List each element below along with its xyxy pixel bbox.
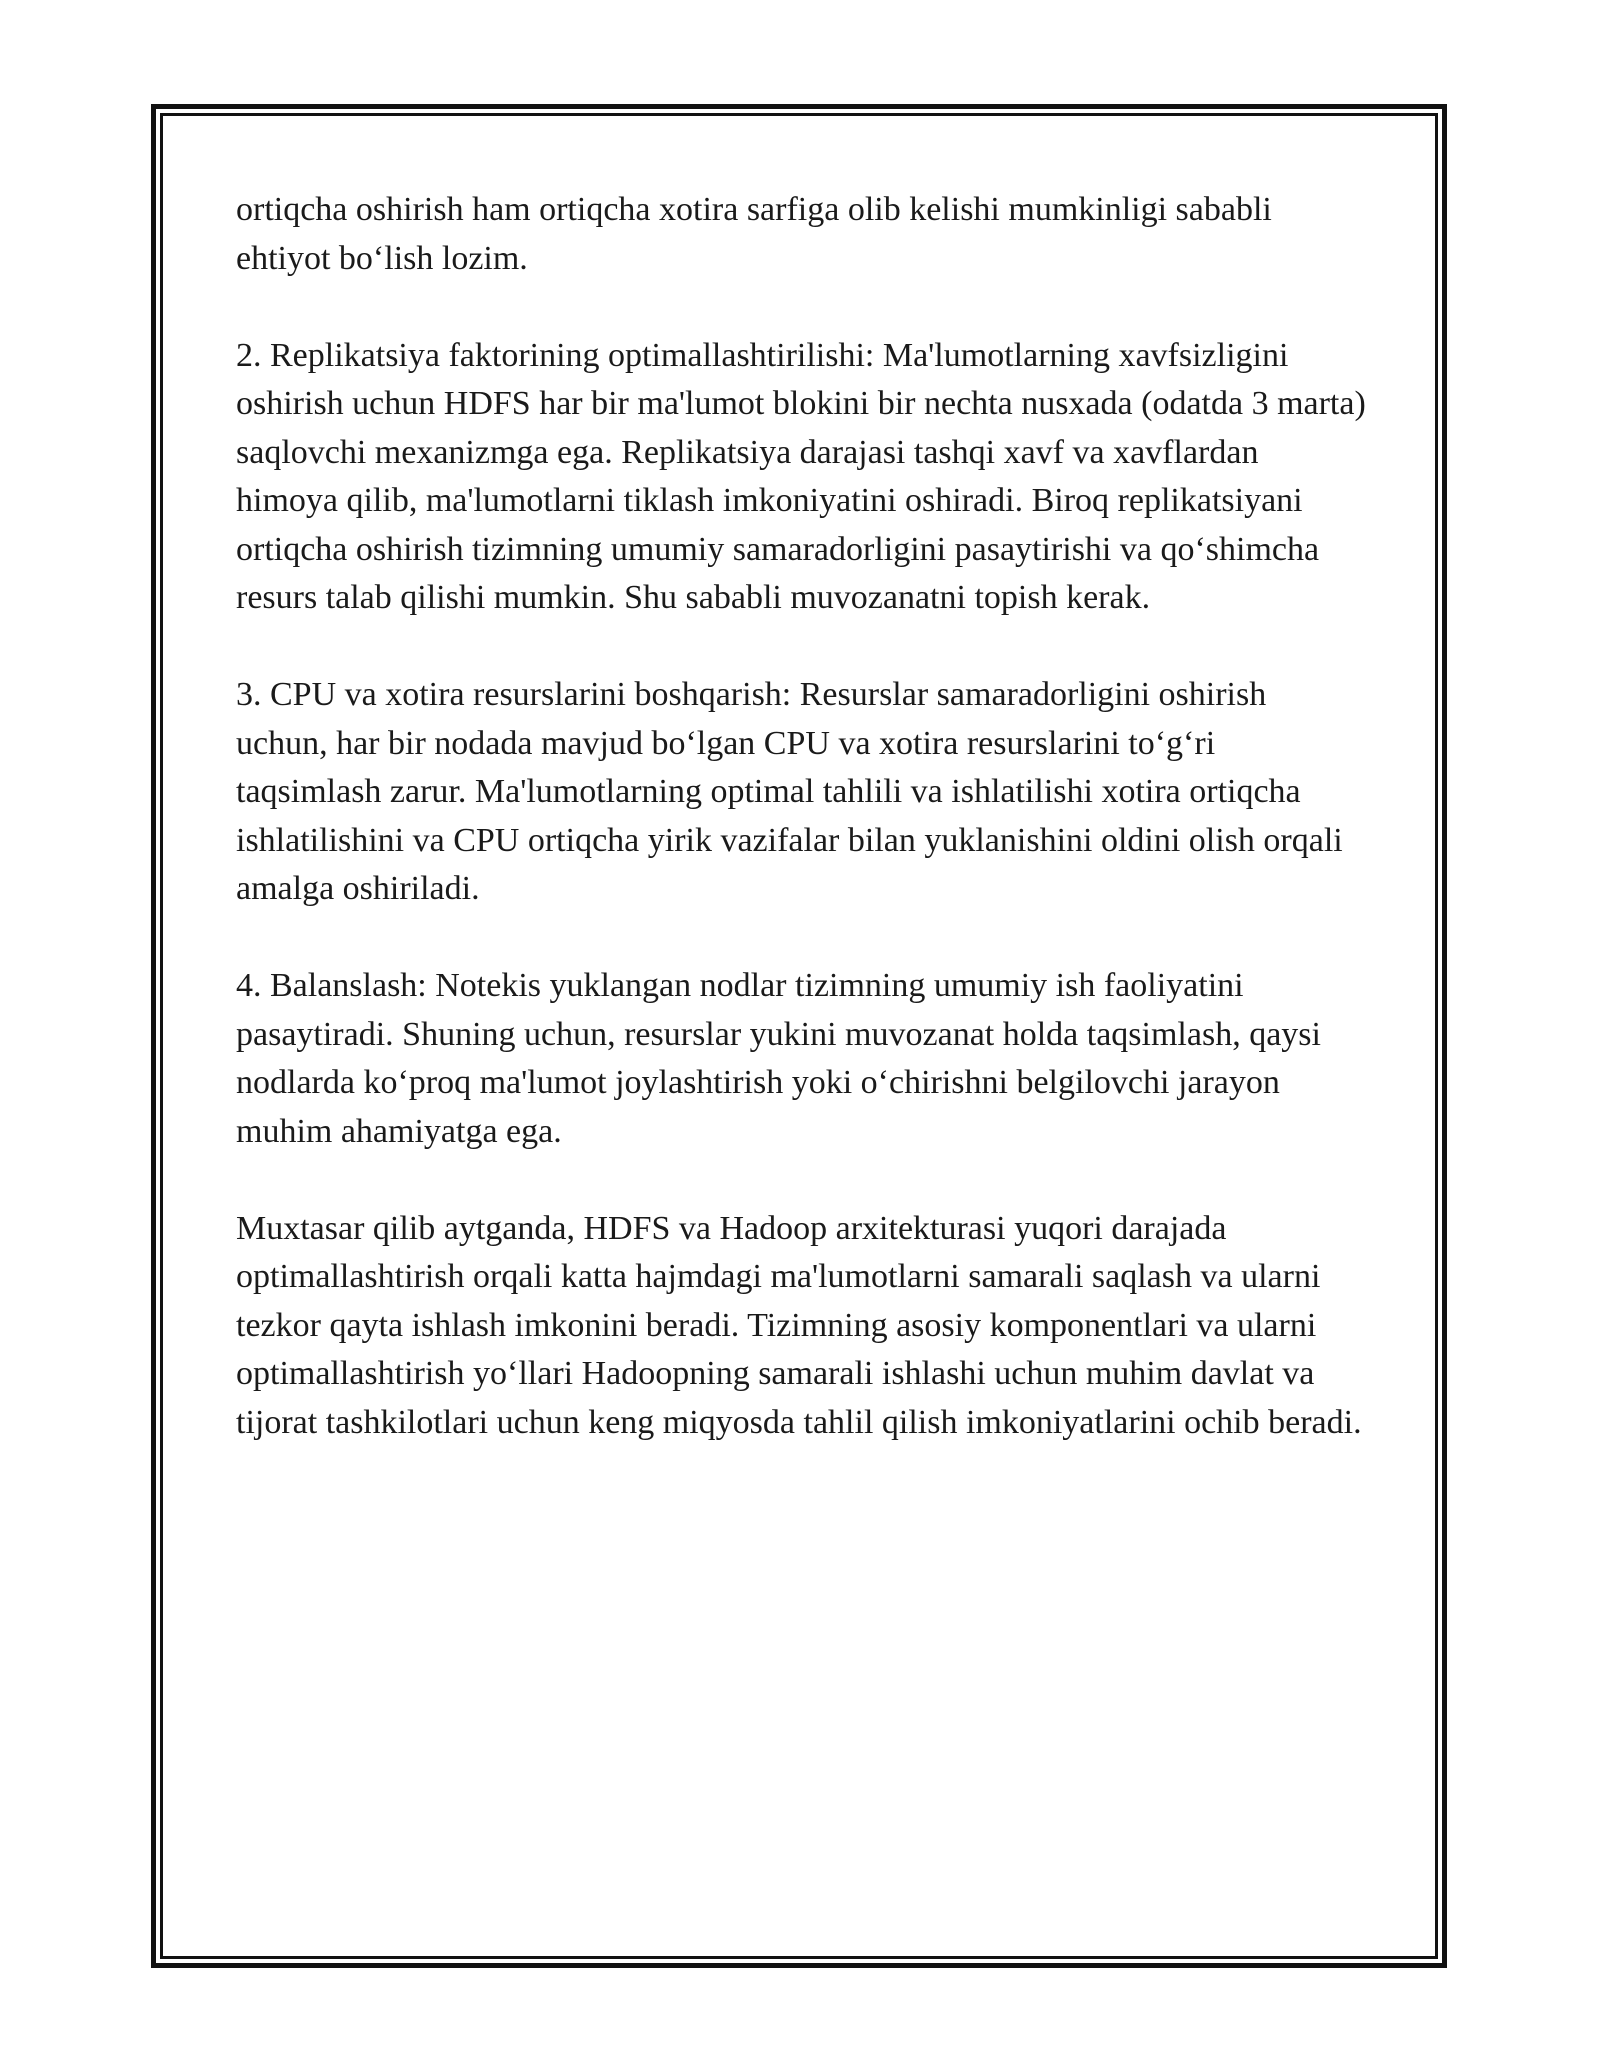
paragraph-replication-factor: 2. Replikatsiya faktorining optimallashtirilishi: Ma'lumotlarning xavfsizligini oshirish uchun HDFS har bir ma'lumot blokini bir nechta nusxada (odatda 3 marta) saqlovchi mexanizmga ega. Replikatsiya darajasi tashqi xavf va xavflardan himoya qilib, ma'lumotlarni tiklash imkoniyatini oshiradi. Biroq replikatsiyani ortiqcha oshirish tizimning umumiy samaradorligini pasaytirishi va qoʻshimcha resurs talab qilishi mumkin. Shu sababli muvozanatni topish kerak. bbox=[236, 336, 1366, 616]
document-body bbox=[236, 186, 1366, 1447]
paragraph-balancing: 4. Balanslash: Notekis yuklangan nodlar tizimning umumiy ish faoliyatini pasaytiradi. Shuning uchun, resurslar yukini muvozanat holda taqsimlash, qaysi nodlarda koʻproq ma'lumot joylashtirish yoki oʻchirishni belgilovchi jarayon muhim ahamiyatga ega. bbox=[236, 967, 1321, 1150]
paragraph-continuation: ortiqcha oshirish ham ortiqcha xotira sarfiga olib kelishi mumkinligi sababli ehtiyot boʻlish lozim. bbox=[236, 191, 1272, 277]
paragraph-summary: Muxtasar qilib aytganda, HDFS va Hadoop arxitekturasi yuqori darajada optimallashtirish orqali katta hajmdagi ma'lumotlarni samarali saqlash va ularni tezkor qayta ishlash imkonini beradi. Tizimning asosiy komponentlari va ularni optimallashtirish yoʻllari Hadoopning samarali ishlashi uchun muhim davlat va tijorat tashkilotlari uchun keng miqyosda tahlil qilish imkoniyatlarini ochib beradi. bbox=[236, 1209, 1362, 1441]
paragraph-cpu-memory: 3. CPU va xotira resurslarini boshqarish: Resurslar samaradorligini oshirish uchun, har bir nodada mavjud boʻlgan CPU va xotira resurslarini toʻgʻri taqsimlash zarur. Ma'lumotlarning optimal tahlili va ishlatilishi xotira ortiqcha ishlatilishini va CPU ortiqcha yirik vazifalar bilan yuklanishini oldini olish orqali amalga oshiriladi. bbox=[236, 676, 1343, 907]
